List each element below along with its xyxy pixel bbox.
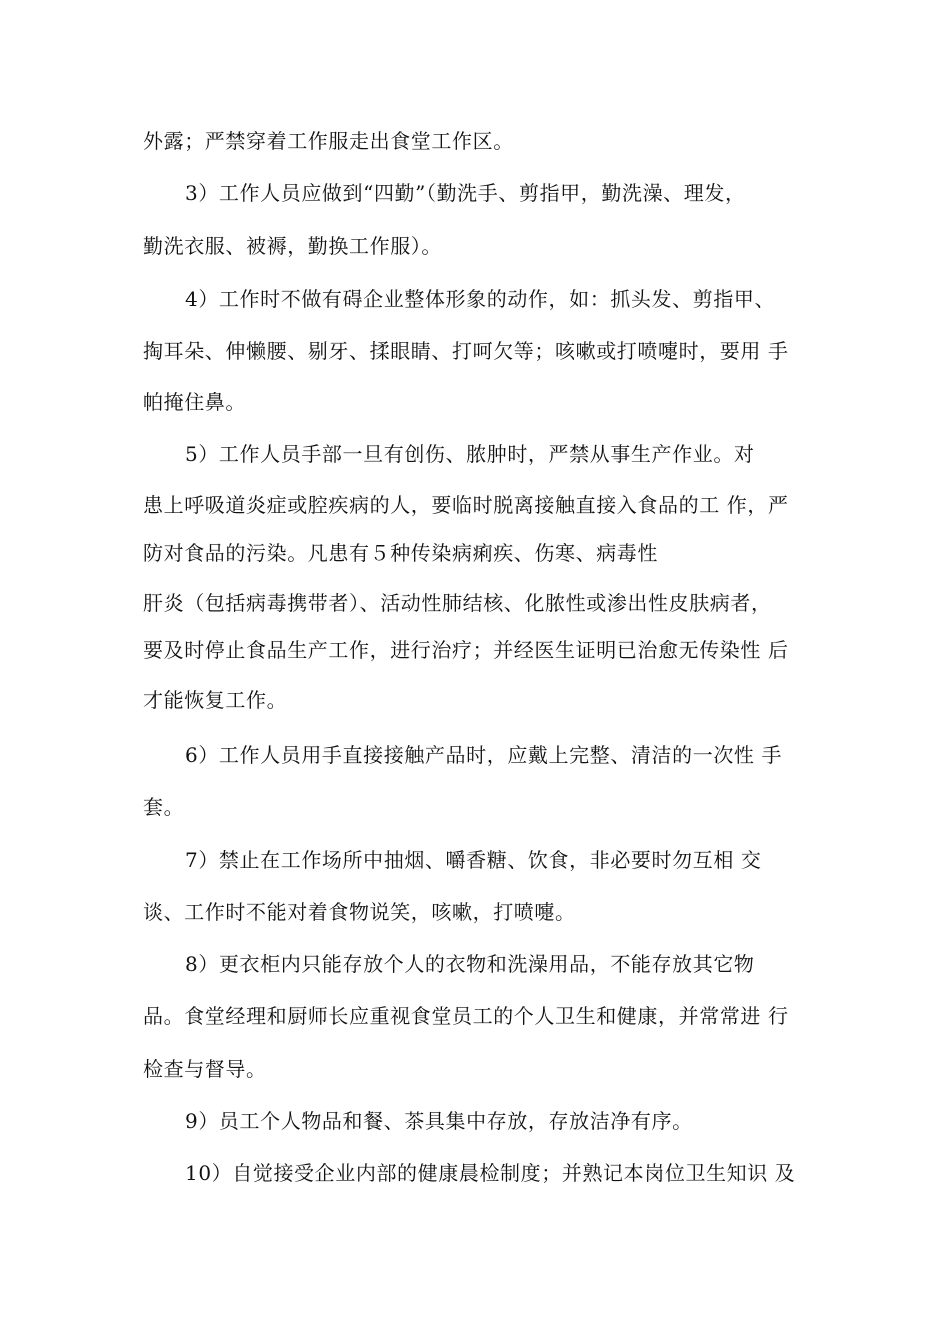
text-line: 7）禁止在工作场所中抽烟、嚼香糖、饮食，非必要时勿互相 交 — [185, 848, 762, 872]
text-line: 检查与督导。 — [143, 1057, 267, 1081]
text-line: 8）更衣柜内只能存放个人的衣物和洗澡用品，不能存放其它物 — [185, 952, 755, 976]
text-line: 4）工作时不做有碍企业整体形象的动作，如：抓头发、剪指甲、 — [185, 287, 776, 311]
text-line: 帕掩住鼻。 — [143, 390, 246, 414]
text-line: 9）员工个人物品和餐、茶具集中存放，存放洁净有序。 — [185, 1109, 693, 1133]
text-line: 掏耳朵、伸懒腰、剔牙、揉眼睛、打呵欠等；咳嗽或打喷嚏时，要用 手 — [143, 339, 789, 363]
text-line: 品。食堂经理和厨师长应重视食堂员工的个人卫生和健康，并常常进 行 — [143, 1004, 789, 1028]
text-line: 患上呼吸道炎症或腔疾病的人，要临时脱离接触直接入食品的工 作，严 — [143, 493, 789, 517]
text-line: 3）工作人员应做到“四勤”（勤洗手、剪指甲，勤洗澡、理发， — [185, 181, 746, 205]
text-line: 套。 — [143, 795, 185, 819]
text-line: 谈、工作时不能对着食物说笑，咳嗽，打喷嚏。 — [143, 900, 576, 924]
text-line: 防对食品的污染。凡患有５种传染病痢疾、伤寒、病毒性 — [143, 541, 658, 565]
text-line: 肝炎（包括病毒携带者）、活动性肺结核、化脓性或渗出性皮肤病者， — [143, 591, 772, 615]
text-line: 5）工作人员手部一旦有创伤、脓肿时，严禁从事生产作业。对 — [185, 442, 755, 466]
text-line: 外露；严禁穿着工作服走出食堂工作区。 — [143, 129, 514, 153]
text-line: 要及时停止食品生产工作，进行治疗；并经医生证明已治愈无传染性 后 — [143, 638, 789, 662]
text-line: 勤洗衣服、被褥，勤换工作服）。 — [143, 234, 442, 258]
text-line: 10）自觉接受企业内部的健康晨检制度；并熟记本岗位卫生知识 及 — [185, 1161, 796, 1185]
text-line: 6）工作人员用手直接接触产品时，应戴上完整、清洁的一次性 手 — [185, 743, 783, 767]
text-line: 才能恢复工作。 — [143, 688, 288, 712]
